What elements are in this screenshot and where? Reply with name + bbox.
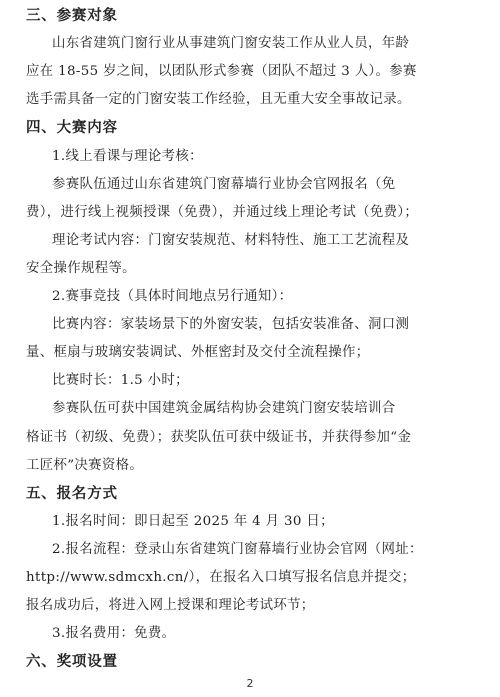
paragraph-line: 费），进行线上视频授课（免费），并通过线上理论考试（免费）；	[26, 204, 419, 220]
list-item-label: 1.线上看课与理论考核：	[52, 148, 203, 164]
paragraph-line: 参赛队伍通过山东省建筑门窗幕墙行业协会官网报名（免	[52, 176, 396, 192]
paragraph-line: 应在 18-55 岁之间，以团队形式参赛（团队不超过 3 人）。参赛	[26, 64, 417, 80]
section-heading-registration: 五、报名方式	[26, 485, 118, 502]
paragraph-line: 选手需具备一定的门窗安装工作经验，且无重大安全事故记录。	[26, 92, 411, 108]
section-heading-awards: 六、奖项设置	[26, 654, 118, 671]
section-heading-content: 四、大赛内容	[26, 120, 118, 137]
paragraph-line-with-url: http://www.sdmcxh.cn/），在报名入口填写报名信息并提交；	[26, 570, 416, 585]
paragraph-line: 理论考试内容：门窗安装规范、材料特性、施工工艺流程及	[52, 232, 410, 248]
paragraph-line: 比赛时长：1.5 小时；	[52, 373, 189, 389]
paragraph-line: 参赛队伍可获中国建筑金属结构协会建筑门窗安装培训合	[52, 401, 396, 417]
paragraph-line: 工匠杯”决赛资格。	[26, 457, 144, 473]
list-item-label: 1.报名时间：即日起至 2025 年 4 月 30 日；	[52, 513, 334, 529]
paragraph-line: 报名成功后，将进入网上授课和理论考试环节；	[26, 598, 315, 614]
section-heading-participants: 三、参赛对象	[26, 8, 118, 24]
paragraph-line: 山东省建筑门窗行业从事建筑门窗安装工作从业人员，年龄	[52, 36, 410, 52]
paragraph-line: 比赛内容：家装场景下的外窗安装，包括安装准备、洞口测	[52, 317, 410, 333]
list-item-label: 3.报名费用：免费。	[52, 626, 176, 642]
page-number: 2	[246, 677, 254, 690]
paragraph-line: 2.报名流程：登录山东省建筑门窗幕墙行业协会官网（网址：	[52, 541, 423, 557]
list-item-label: 2.赛事竞技（具体时间地点另行通知）：	[52, 289, 293, 304]
paragraph-line: 格证书（初级、免费）；获奖队伍可获中级证书，并获得参加“金	[26, 429, 412, 445]
paragraph-line: 量、框扇与玻璃安装调试、外框密封及交付全流程操作；	[26, 345, 370, 361]
paragraph-line: 安全操作规程等。	[26, 260, 136, 276]
